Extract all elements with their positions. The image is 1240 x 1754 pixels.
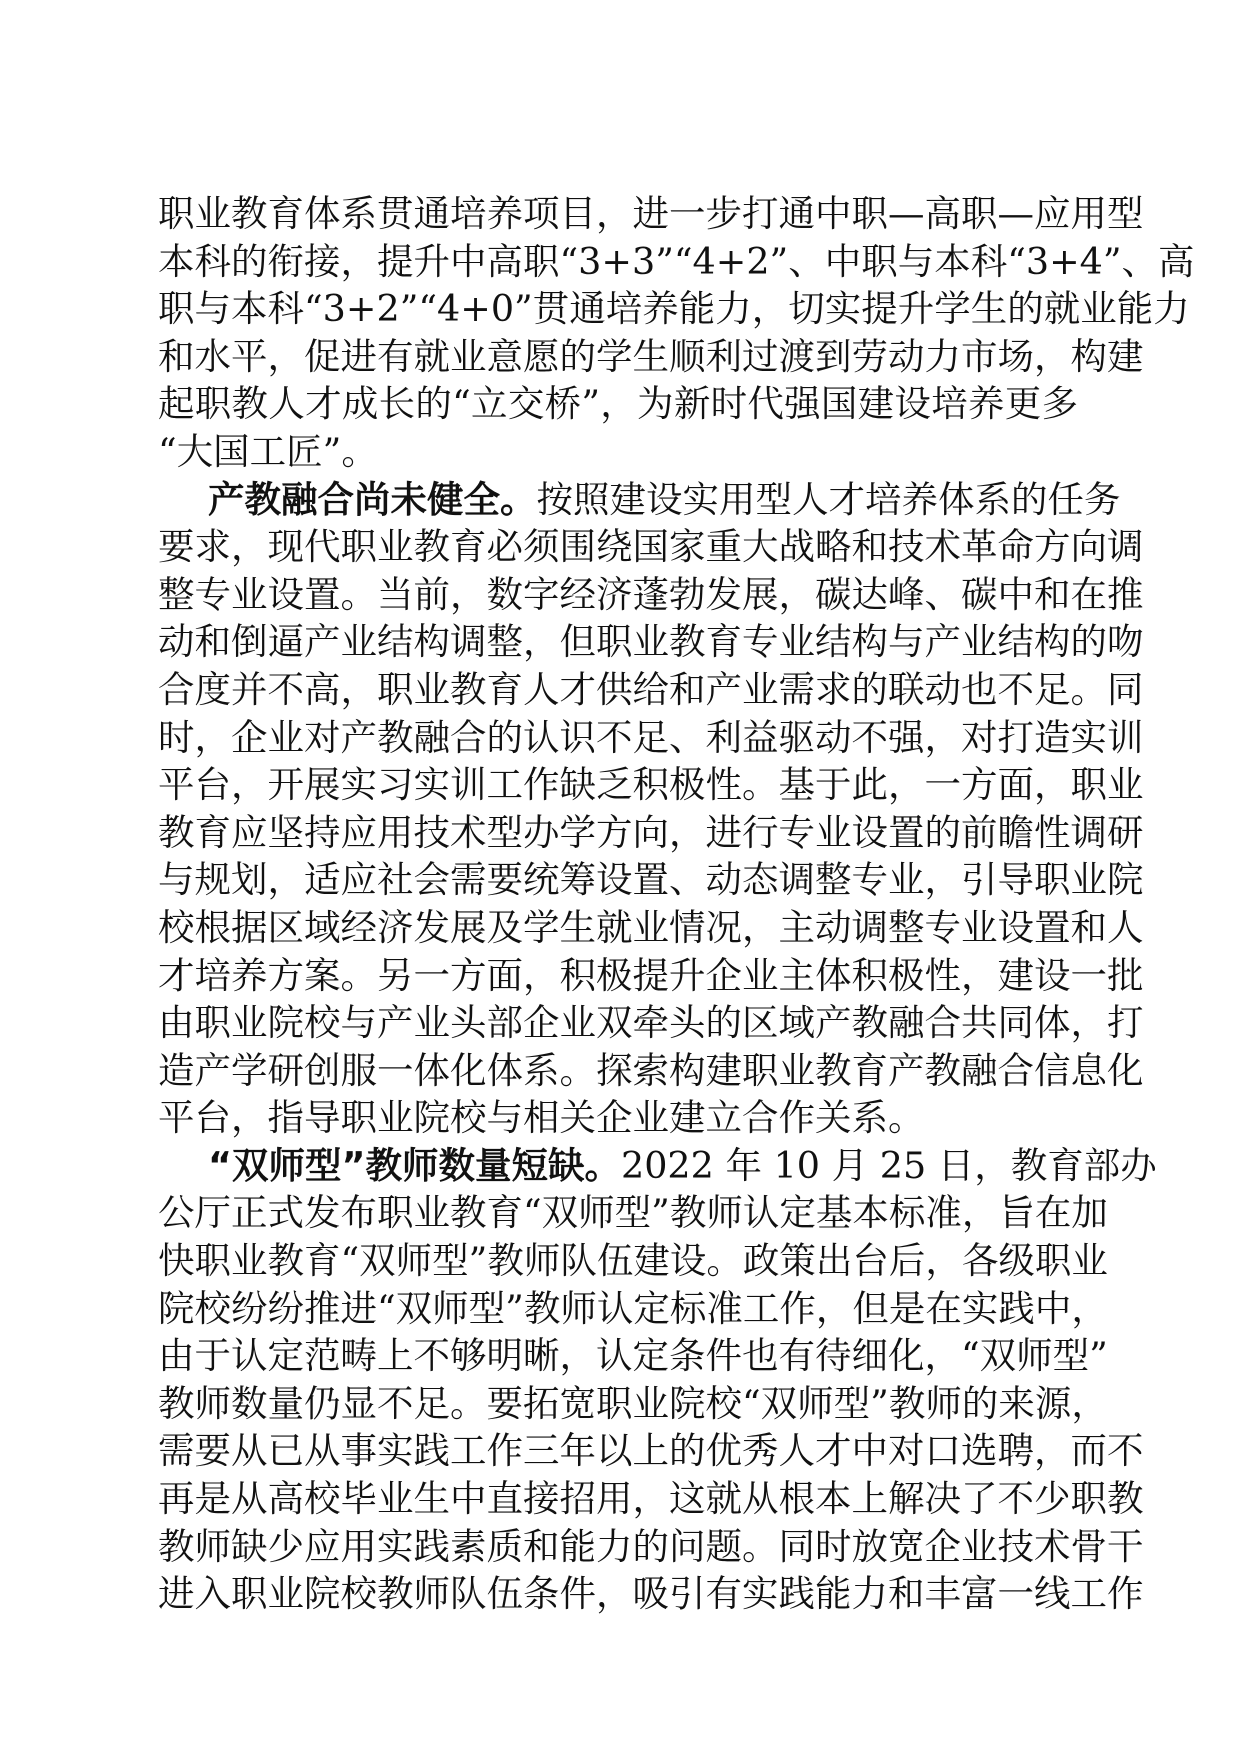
text-line: 由于认定范畴上不够明晰，认定条件也有待细化，“双师型” [158,1334,1108,1378]
text-line: 教育应坚持应用技术型办学方向，进行专业设置的前瞻性调研 [158,810,1144,854]
text-run: 按照建设实用型人才培养体系的任务 [536,477,1121,521]
text-line: 职与本科“3+2”“4+0”贯通培养能力，切实提升学生的就业能力 [158,287,1190,331]
paragraph-heading: “双师型”教师数量短缺。 [208,1143,621,1187]
text-line: 校根据区域经济发展及学生就业情况，主动调整专业设置和人 [158,905,1144,949]
text-line: “大国工匠”。 [158,429,378,473]
text-line: 快职业教育“双师型”教师队伍建设。政策出台后，各级职业 [158,1239,1108,1283]
text-line: 起职教人才成长的“立交桥”，为新时代强国建设培养更多 [158,382,1078,426]
text-line: 造产学研创服一体化体系。探索构建职业教育产教融合信息化 [158,1048,1144,1092]
paragraph-heading: 产教融合尚未健全。 [208,477,537,521]
text-line [158,476,1121,524]
text-line: 教师缺少应用实践素质和能力的问题。同时放宽企业技术骨干 [158,1524,1144,1568]
paragraph-2 [158,476,1144,1142]
text-line: 动和倒逼产业结构调整，但职业教育专业结构与产业结构的吻 [158,620,1144,664]
text-line: 再是从高校毕业生中直接招用，这就从根本上解决了不少职教 [158,1477,1144,1521]
text-line: 和水平，促进有就业意愿的学生顺利过渡到劳动力市场，构建 [158,334,1144,378]
text-line: 由职业院校与产业头部企业双牵头的区域产教融合共同体，打 [158,1001,1144,1045]
document-page [158,190,1195,1618]
text-line: 平台，开展实习实训工作缺乏积极性。基于此，一方面，职业 [158,763,1144,807]
text-line: 时，企业对产教融合的认识不足、利益驱动不强，对打造实训 [158,715,1144,759]
text-line: 要求，现代职业教育必须围绕国家重大战略和技术革命方向调 [158,525,1144,569]
text-line: 本科的衔接，提升中高职“3+3”“4+2”、中职与本科“3+4”、高 [158,239,1195,283]
text-line [158,1142,1157,1190]
text-line: 公厅正式发布职业教育“双师型”教师认定基本标准，旨在加 [158,1191,1108,1235]
text-line: 平台，指导职业院校与相关企业建立合作关系。 [158,1096,925,1140]
text-line: 才培养方案。另一方面，积极提升企业主体积极性，建设一批 [158,953,1144,997]
text-line: 合度并不高，职业教育人才供给和产业需求的联动也不足。同 [158,667,1144,711]
text-line: 进入职业院校教师队伍条件，吸引有实践能力和丰富一线工作 [158,1572,1144,1616]
text-line: 教师数量仍显不足。要拓宽职业院校“双师型”教师的来源， [158,1381,1108,1425]
text-line: 整专业设置。当前，数字经济蓬勃发展，碳达峰、碳中和在推 [158,572,1144,616]
text-run: 2022 年 10 月 25 日，教育部办 [620,1143,1157,1187]
text-line: 职业教育体系贯通培养项目，进一步打通中职—高职—应用型 [158,192,1144,235]
text-line: 需要从已从事实践工作三年以上的优秀人才中对口选聘，而不 [158,1429,1144,1473]
paragraph-3 [158,1142,1157,1618]
text-line: 院校纷纷推进“双师型”教师认定标准工作，但是在实践中， [158,1286,1108,1330]
text-line: 与规划，适应社会需要统筹设置、动态调整专业，引导职业院 [158,858,1144,902]
paragraph-1 [158,190,1195,476]
